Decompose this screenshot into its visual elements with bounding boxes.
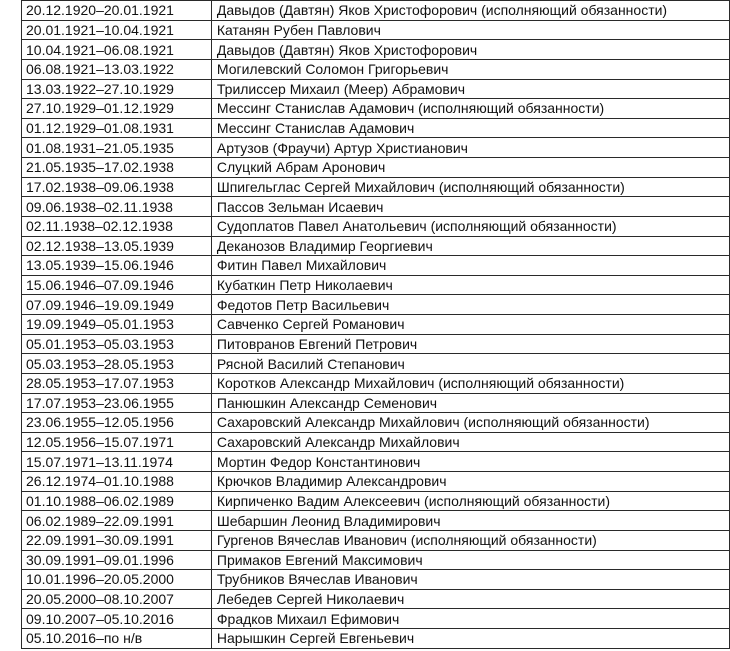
table-row	[22, 40, 730, 60]
director-name-cell: Мессинг Станислав Адамович (исполняющий обязанности)	[211, 99, 729, 119]
director-name-cell: Судоплатов Павел Анатольевич (исполняющий обязанности)	[211, 216, 729, 236]
table-row	[22, 609, 730, 629]
table-row	[22, 158, 730, 178]
director-name-cell: Крючков Владимир Александрович	[211, 472, 729, 492]
table-row	[22, 138, 730, 158]
table-row	[22, 99, 730, 119]
director-name-cell: Пассов Зельман Исаевич	[211, 197, 729, 217]
director-name-cell: Сахаровский Александр Михайлович (исполняющий обязанности)	[211, 413, 729, 433]
period-cell: 12.05.1956–15.07.1971	[22, 432, 212, 452]
director-name-cell: Деканозов Владимир Георгиевич	[211, 236, 729, 256]
period-cell: 10.01.1996–20.05.2000	[22, 570, 212, 590]
director-name-cell: Сахаровский Александр Михайлович	[211, 432, 729, 452]
period-cell: 20.01.1921–10.04.1921	[22, 20, 212, 40]
director-name-cell: Шпигельглас Сергей Михайлович (исполняющий обязанности)	[211, 177, 729, 197]
director-name-cell: Фитин Павел Михайлович	[211, 256, 729, 276]
table-row	[22, 59, 730, 79]
table-row	[22, 530, 730, 550]
director-name-cell: Коротков Александр Михайлович (исполняющий обязанности)	[211, 373, 729, 393]
table-row	[22, 393, 730, 413]
table-row	[22, 511, 730, 531]
table-row	[22, 315, 730, 335]
table-body	[22, 1, 730, 649]
director-name-cell: Мессинг Станислав Адамович	[211, 118, 729, 138]
period-cell: 20.05.2000–08.10.2007	[22, 589, 212, 609]
table-row	[22, 452, 730, 472]
table-row	[22, 373, 730, 393]
table-row	[22, 79, 730, 99]
period-cell: 19.09.1949–05.01.1953	[22, 315, 212, 335]
period-cell: 10.04.1921–06.08.1921	[22, 40, 212, 60]
director-name-cell: Шебаршин Леонид Владимирович	[211, 511, 729, 531]
period-cell: 02.11.1938–02.12.1938	[22, 216, 212, 236]
period-cell: 15.06.1946–07.09.1946	[22, 275, 212, 295]
table-row	[22, 354, 730, 374]
director-name-cell: Трубников Вячеслав Иванович	[211, 570, 729, 590]
table-row	[22, 236, 730, 256]
director-name-cell: Давыдов (Давтян) Яков Христофорович (исполняющий обязанности)	[211, 1, 729, 21]
director-name-cell: Трилиссер Михаил (Меер) Абрамович	[211, 79, 729, 99]
director-name-cell: Кубаткин Петр Николаевич	[211, 275, 729, 295]
table-row	[22, 334, 730, 354]
period-cell: 02.12.1938–13.05.1939	[22, 236, 212, 256]
table-row	[22, 295, 730, 315]
table-row	[22, 1, 730, 21]
period-cell: 01.10.1988–06.02.1989	[22, 491, 212, 511]
director-name-cell: Рясной Василий Степанович	[211, 354, 729, 374]
director-name-cell: Мортин Федор Константинович	[211, 452, 729, 472]
period-cell: 17.07.1953–23.06.1955	[22, 393, 212, 413]
period-cell: 06.02.1989–22.09.1991	[22, 511, 212, 531]
table-row	[22, 432, 730, 452]
table-row	[22, 570, 730, 590]
director-name-cell: Примаков Евгений Максимович	[211, 550, 729, 570]
table-row	[22, 197, 730, 217]
director-name-cell: Савченко Сергей Романович	[211, 315, 729, 335]
director-name-cell: Федотов Петр Васильевич	[211, 295, 729, 315]
table-row	[22, 629, 730, 649]
table-row	[22, 256, 730, 276]
director-name-cell: Катанян Рубен Павлович	[211, 20, 729, 40]
director-name-cell: Слуцкий Абрам Аронович	[211, 158, 729, 178]
director-name-cell: Питовранов Евгений Петрович	[211, 334, 729, 354]
director-name-cell: Могилевский Соломон Григорьевич	[211, 59, 729, 79]
director-name-cell: Нарышкин Сергей Евгеньевич	[211, 629, 729, 649]
period-cell: 09.10.2007–05.10.2016	[22, 609, 212, 629]
director-name-cell: Давыдов (Давтян) Яков Христофорович	[211, 40, 729, 60]
period-cell: 09.06.1938–02.11.1938	[22, 197, 212, 217]
period-cell: 21.05.1935–17.02.1938	[22, 158, 212, 178]
period-cell: 27.10.1929–01.12.1929	[22, 99, 212, 119]
period-cell: 15.07.1971–13.11.1974	[22, 452, 212, 472]
period-cell: 07.09.1946–19.09.1949	[22, 295, 212, 315]
table-row	[22, 20, 730, 40]
table-row	[22, 118, 730, 138]
period-cell: 01.12.1929–01.08.1931	[22, 118, 212, 138]
directors-table	[21, 0, 730, 649]
director-name-cell: Лебедев Сергей Николаевич	[211, 589, 729, 609]
period-cell: 06.08.1921–13.03.1922	[22, 59, 212, 79]
table-row	[22, 177, 730, 197]
period-cell: 05.01.1953–05.03.1953	[22, 334, 212, 354]
period-cell: 22.09.1991–30.09.1991	[22, 530, 212, 550]
table-row	[22, 275, 730, 295]
period-cell: 17.02.1938–09.06.1938	[22, 177, 212, 197]
period-cell: 28.05.1953–17.07.1953	[22, 373, 212, 393]
period-cell: 13.05.1939–15.06.1946	[22, 256, 212, 276]
period-cell: 13.03.1922–27.10.1929	[22, 79, 212, 99]
director-name-cell: Фрадков Михаил Ефимович	[211, 609, 729, 629]
table-row	[22, 550, 730, 570]
table-row	[22, 216, 730, 236]
period-cell: 23.06.1955–12.05.1956	[22, 413, 212, 433]
table-row	[22, 472, 730, 492]
director-name-cell: Кирпиченко Вадим Алексеевич (исполняющий обязанности)	[211, 491, 729, 511]
table-row	[22, 589, 730, 609]
period-cell: 26.12.1974–01.10.1988	[22, 472, 212, 492]
period-cell: 05.03.1953–28.05.1953	[22, 354, 212, 374]
period-cell: 01.08.1931–21.05.1935	[22, 138, 212, 158]
table-row	[22, 491, 730, 511]
table-row	[22, 413, 730, 433]
director-name-cell: Гургенов Вячеслав Иванович (исполняющий обязанности)	[211, 530, 729, 550]
director-name-cell: Панюшкин Александр Семенович	[211, 393, 729, 413]
period-cell: 20.12.1920–20.01.1921	[22, 1, 212, 21]
period-cell: 05.10.2016–по н/в	[22, 629, 212, 649]
period-cell: 30.09.1991–09.01.1996	[22, 550, 212, 570]
director-name-cell: Артузов (Фраучи) Артур Христианович	[211, 138, 729, 158]
